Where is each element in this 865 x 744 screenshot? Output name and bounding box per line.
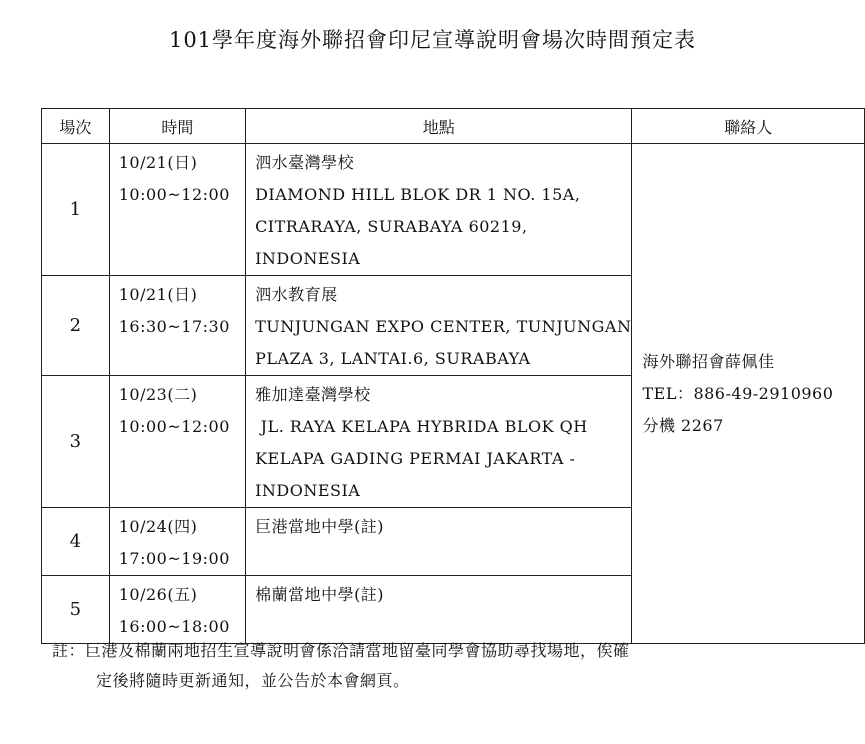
location-line: 泗水臺灣學校	[255, 153, 355, 172]
header-location: 地點	[246, 109, 632, 144]
location-line: INDONESIA	[255, 249, 361, 268]
page-title: 101學年度海外聯招會印尼宣導說明會場次時間預定表	[168, 28, 697, 52]
location-line: 棉蘭當地中學(註)	[255, 585, 385, 604]
session-location	[246, 144, 632, 276]
session-time	[109, 508, 245, 576]
footnote-line: 定後將隨時更新通知，並公告於本會網頁。	[96, 671, 410, 690]
contact-ext: 分機 2267	[642, 415, 724, 435]
location-line: JL. RAYA KELAPA HYBRIDA BLOK QH	[255, 417, 588, 436]
schedule-table	[41, 108, 865, 644]
contact-tel: TEL：886-49-2910960	[642, 383, 834, 403]
location-line: 巨港當地中學(註)	[255, 517, 385, 536]
header-time: 時間	[109, 109, 245, 144]
session-number: 3	[42, 376, 110, 508]
table-row	[42, 144, 865, 276]
contact-name: 海外聯招會薛佩佳	[642, 351, 775, 371]
session-location	[246, 276, 632, 376]
location-line: 泗水教育展	[255, 285, 338, 304]
session-time	[109, 144, 245, 276]
session-location	[246, 576, 632, 644]
location-line: CITRARAYA, SURABAYA 60219,	[255, 217, 528, 236]
session-number: 5	[42, 576, 110, 644]
location-line: DIAMOND HILL BLOK DR 1 NO. 15A,	[255, 185, 581, 204]
session-time	[109, 376, 245, 508]
location-line: PLAZA 3, LANTAI.6, SURABAYA	[255, 349, 531, 368]
location-line: TUNJUNGAN EXPO CENTER, TUNJUNGAN	[255, 317, 632, 336]
location-line: KELAPA GADING PERMAI JAKARTA -	[255, 449, 576, 468]
session-date: 10/21(日)	[118, 285, 198, 304]
session-location	[246, 376, 632, 508]
session-hours: 10:00~12:00	[118, 417, 230, 436]
location-line: INDONESIA	[255, 481, 361, 500]
location-line: 雅加達臺灣學校	[255, 385, 371, 404]
session-date: 10/24(四)	[118, 517, 198, 536]
contact-cell	[632, 144, 865, 644]
session-hours: 16:00~18:00	[118, 617, 230, 636]
session-hours: 16:30~17:30	[118, 317, 230, 336]
session-number: 1	[42, 144, 110, 276]
session-number: 4	[42, 508, 110, 576]
session-date: 10/21(日)	[118, 153, 198, 172]
session-time	[109, 576, 245, 644]
footnote	[52, 636, 832, 696]
session-number: 2	[42, 276, 110, 376]
session-date: 10/26(五)	[118, 585, 198, 604]
session-hours: 17:00~19:00	[118, 549, 230, 568]
header-contact: 聯絡人	[632, 109, 865, 144]
session-date: 10/23(二)	[118, 385, 198, 404]
session-location	[246, 508, 632, 576]
header-session: 場次	[42, 109, 110, 144]
footnote-line: 註：巨港及棉蘭兩地招生宣導說明會係洽請當地留臺同學會協助尋找場地，俟確	[52, 641, 630, 660]
session-time	[109, 276, 245, 376]
table-header-row	[42, 109, 865, 144]
session-hours: 10:00~12:00	[118, 185, 230, 204]
